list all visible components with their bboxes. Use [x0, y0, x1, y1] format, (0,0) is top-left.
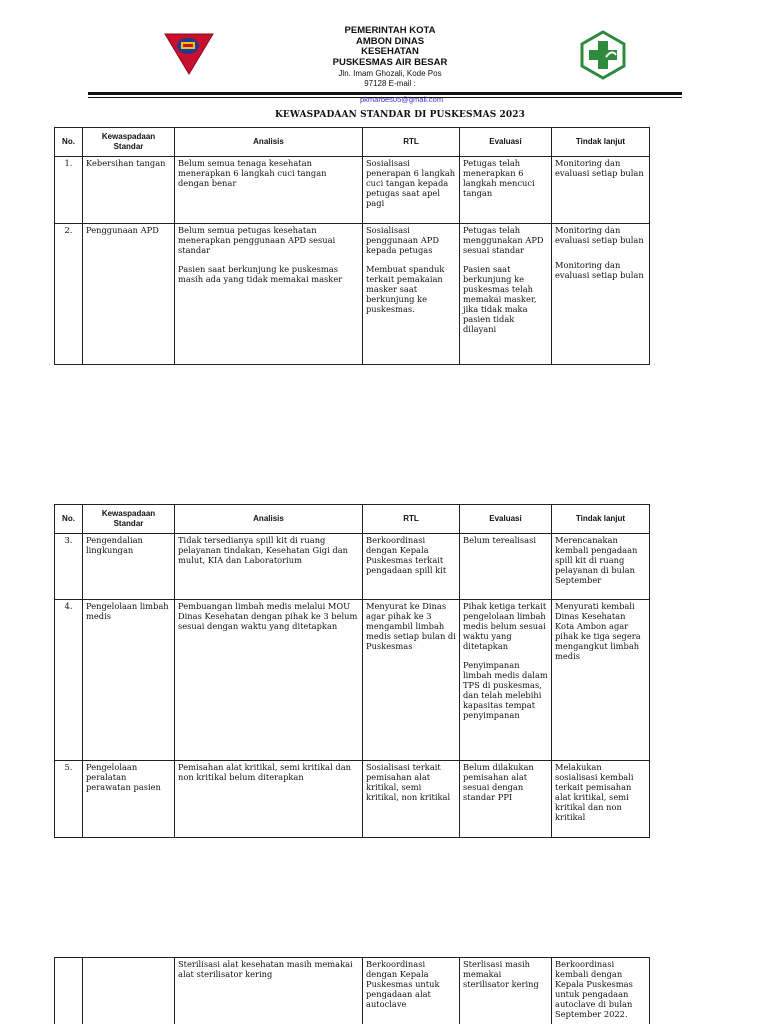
address-line-1: Jln. Imam Ghozali, Kode Pos	[338, 69, 442, 78]
row-tindak	[552, 600, 650, 761]
col-header-kewaspadaan: Kewaspadaan Standar	[83, 505, 175, 534]
evaluasi-text: Pihak ketiga terkait pengelolaan limbah medis belum sesuai waktu yang ditetapkan	[463, 601, 547, 651]
analisis-text: Pasien saat berkunjung ke puskesmas masih ada yang tidak memakai masker	[178, 264, 343, 284]
table-header-row	[55, 128, 650, 157]
tindak-text: Berkoordinasi kembali dengan Kepala Puskesmas untuk pengadaan autoclave di bulan September 2022.	[555, 959, 633, 1019]
row-tindak	[552, 534, 650, 600]
tindak-text: Merencanakan kembali pengadaan spill kit di ruang pelayanan di bulan September	[555, 535, 638, 585]
letterhead-name	[300, 26, 480, 68]
analisis-text: Belum semua petugas kesehatan menerapkan penggunaan APD sesuai standar	[178, 225, 336, 255]
row-number	[55, 958, 83, 1024]
row-standard: Pengelolaan peralatan perawatan pasien	[83, 761, 175, 838]
table-row	[55, 224, 650, 365]
col-header-analisis: Analisis	[175, 505, 363, 534]
evaluasi-text: Pasien saat berkunjung ke puskesmas telah memakai masker, jika tidak maka pasien tidak dilayani	[463, 264, 537, 334]
col-header-tindak-lanjut: Tindak lanjut	[552, 128, 650, 157]
tindak-text: Monitoring dan evaluasi setiap bulan	[555, 260, 644, 280]
letterhead-line-3: KESEHATAN	[361, 46, 419, 58]
row-rtl	[363, 534, 460, 600]
puskesmas-cross-icon	[580, 30, 626, 80]
letterhead-address	[300, 69, 480, 89]
analisis-text: Pemisahan alat kritikal, semi kritikal dan non kritikal belum diterapkan	[178, 762, 351, 782]
rtl-text: Membuat spanduk terkait pemakaian masker saat berkunjung ke puskesmas.	[366, 264, 445, 314]
col-header-kewaspadaan: Kewaspadaan Standar	[83, 128, 175, 157]
col-header-tindak-lanjut: Tindak lanjut	[552, 505, 650, 534]
row-tindak	[552, 224, 650, 365]
row-number: 5.	[55, 761, 83, 838]
row-analisis	[175, 534, 363, 600]
tindak-text: Monitoring dan evaluasi setiap bulan	[555, 158, 644, 178]
analisis-text: Sterilisasi alat kesehatan masih memakai alat sterilisator kering	[178, 959, 353, 979]
row-rtl	[363, 600, 460, 761]
row-evaluasi	[460, 958, 552, 1024]
col-header-evaluasi: Evaluasi	[460, 128, 552, 157]
rtl-text: Sosialisasi penerapan 6 langkah cuci tangan kepada petugas saat apel pagi	[366, 158, 456, 208]
row-number: 3.	[55, 534, 83, 600]
city-crest-icon	[163, 28, 215, 76]
row-analisis	[175, 600, 363, 761]
rtl-text: Menyurat ke Dinas agar pihak ke 3 mengambil limbah medis setiap bulan di Puskesmas	[366, 601, 456, 651]
row-standard: Pengendalian lingkungan	[83, 534, 175, 600]
row-standard: Kebersihan tangan	[83, 157, 175, 224]
row-tindak	[552, 157, 650, 224]
row-standard	[83, 958, 175, 1024]
document-title: KEWASPADAAN STANDAR DI PUSKESMAS 2023	[274, 110, 525, 120]
table-row	[55, 958, 650, 1024]
evaluasi-text: Sterlisasi masih memakai sterilisator kering	[463, 959, 539, 989]
rtl-text: Sosialisasi terkait pemisahan alat kritikal, semi kritikal, non kritikal	[366, 762, 451, 802]
table-row	[55, 534, 650, 600]
row-rtl	[363, 761, 460, 838]
letterhead-line-1: PEMERINTAH KOTA	[344, 25, 436, 36]
row-number: 2.	[55, 224, 83, 365]
row-evaluasi	[460, 534, 552, 600]
table-row	[55, 600, 650, 761]
col-header-rtl: RTL	[363, 128, 460, 157]
row-analisis	[175, 761, 363, 838]
letterhead-line-4: PUSKESMAS AIR BESAR	[332, 56, 448, 68]
email-link[interactable]: pkmarbes05@gmail.com	[360, 95, 444, 104]
evaluasi-text: Petugas telah menggunakan APD sesuai standar	[463, 225, 544, 255]
standards-table-page-3	[54, 957, 650, 1024]
row-tindak	[552, 958, 650, 1024]
row-rtl	[363, 157, 460, 224]
table-row	[55, 157, 650, 224]
evaluasi-text: Belum dilakukan pemisahan alat sesuai dengan standar PPI	[463, 762, 534, 802]
col-header-no: No.	[55, 505, 83, 534]
row-number: 4.	[55, 600, 83, 761]
evaluasi-text: Penyimpanan limbah medis dalam TPS di puskesmas, dan telah melebihi kapasitas tempat penyimpanan	[463, 660, 548, 720]
row-standard: Pengelolaan limbah medis	[83, 600, 175, 761]
row-standard: Penggunaan APD	[83, 224, 175, 365]
row-rtl	[363, 958, 460, 1024]
evaluasi-text: Belum terealisasi	[463, 535, 536, 545]
row-analisis	[175, 224, 363, 365]
row-rtl	[363, 224, 460, 365]
rtl-text: Berkoordinasi dengan Kepala Puskesmas terkait pengadaan spill kit	[366, 535, 447, 575]
row-analisis	[175, 157, 363, 224]
standards-table-page-2	[54, 504, 650, 838]
row-evaluasi	[460, 224, 552, 365]
col-header-no: No.	[55, 128, 83, 157]
col-header-analisis: Analisis	[175, 128, 363, 157]
row-evaluasi	[460, 600, 552, 761]
analisis-text: Tidak tersedianya spill kit di ruang pelayanan tindakan, Kesehatan Gigi dan mulut, KIA dan Laboratorium	[178, 535, 348, 565]
address-line-2: 97128 E-mail :	[364, 79, 416, 88]
row-tindak	[552, 761, 650, 838]
letterhead-line-2: AMBON DINAS	[355, 35, 425, 47]
row-evaluasi	[460, 157, 552, 224]
row-analisis	[175, 958, 363, 1024]
table-row	[55, 761, 650, 838]
tindak-text: Monitoring dan evaluasi setiap bulan	[555, 225, 644, 245]
tindak-text: Melakukan sosialisasi kembali terkait pemisahan alat kritikal, semi kritikal dan non kritikal	[555, 762, 634, 822]
col-header-evaluasi: Evaluasi	[460, 505, 552, 534]
tindak-text: Menyurati kembali Dinas Kesehatan Kota Ambon agar pihak ke tiga segera mengangkut limbah medis	[555, 601, 641, 661]
analisis-text: Pembuangan limbah medis melalui MOU Dinas Kesehatan dengan pihak ke 3 belum sesuai dengan waktu yang ditetapkan	[178, 601, 358, 631]
col-header-rtl: RTL	[363, 505, 460, 534]
row-number: 1.	[55, 157, 83, 224]
row-evaluasi	[460, 761, 552, 838]
table-header-row	[55, 505, 650, 534]
standards-table-page-1	[54, 127, 650, 365]
analisis-text: Belum semua tenaga kesehatan menerapkan 6 langkah cuci tangan dengan benar	[178, 158, 327, 188]
evaluasi-text: Petugas telah menerapkan 6 langkah mencuci tangan	[463, 158, 535, 198]
rtl-text: Sosialisasi penggunaan APD kepada petugas	[366, 225, 439, 255]
rtl-text: Berkoordinasi dengan Kepala Puskesmas untuk pengadaan alat autoclave	[366, 959, 440, 1009]
